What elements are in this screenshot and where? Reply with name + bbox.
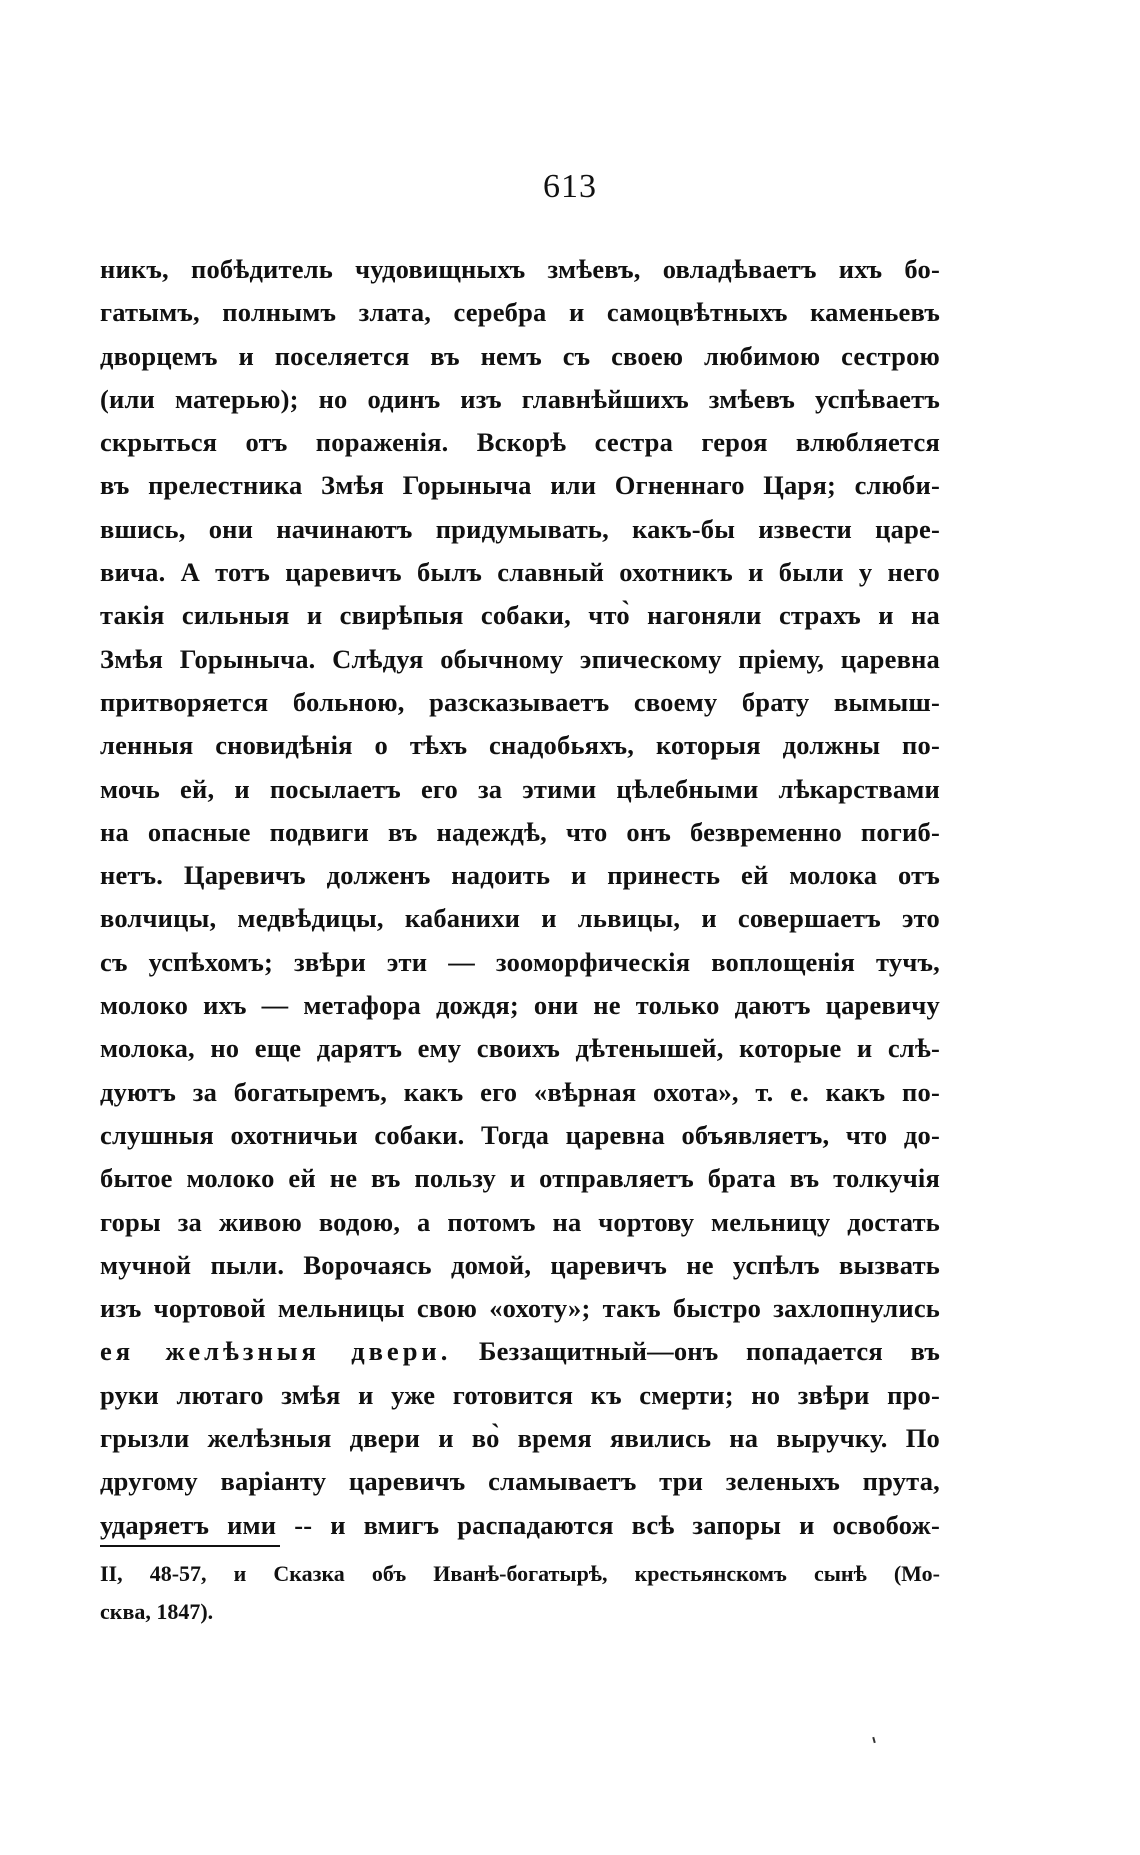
spaced-emphasis: ея желѣзныя двери.: [100, 1336, 452, 1367]
text-line: гатымъ, полнымъ злата, серебра и самоцвѣтныхъ каменьевъ: [100, 297, 940, 328]
footnote-line: сква, 1847).: [100, 1599, 214, 1624]
text-line: мучной пыли. Ворочаясь домой, царевичъ не успѣлъ вызвать: [100, 1249, 940, 1280]
text-line: съ успѣхомъ; звѣри эти — зооморфическія воплощенія тучъ,: [100, 946, 940, 977]
page-number: 613: [543, 168, 597, 205]
text-line: изъ чортовой мельницы свою «охоту»; такъ быстро захлопнулись: [100, 1293, 940, 1324]
footnote-rule: [100, 1545, 280, 1547]
text-line: въ прелестника Змѣя Горыныча или Огненнаго Царя; слюби-: [100, 470, 940, 501]
text-line: волчицы, медвѣдицы, кабанихи и львицы, и совершаетъ это: [100, 903, 940, 934]
text-line: молока, но еще дарятъ ему своихъ дѣтенышей, которые и слѣ-: [100, 1033, 940, 1064]
text-line: [100, 1330, 940, 1373]
text-line: притворяется больною, разсказываетъ своему брату вымыш-: [100, 686, 940, 717]
text-line: никъ, побѣдитель чудовищныхъ змѣевъ, овладѣваетъ ихъ бо-: [100, 254, 940, 284]
text-line: мочь ей, и посылаетъ его за этими цѣлебными лѣкарствами: [100, 773, 940, 804]
footnote: [100, 1555, 940, 1631]
text-line: ленныя сновидѣнія о тѣхъ снадобьяхъ, которыя должны по-: [100, 730, 940, 761]
text-line: грызли желѣзныя двери и во̀ время явились на выручку. По: [100, 1423, 940, 1454]
text-line-post: Беззащитный—онъ попадается въ: [451, 1336, 940, 1367]
text-line: ударяетъ ими -- и вмигъ распадаются всѣ запоры и освобож-: [100, 1509, 940, 1540]
text-line: молоко ихъ — метафора дождя; они не только даютъ царевичу: [100, 990, 940, 1021]
text-line: вшись, они начинаютъ придумывать, какъ-бы извести царе-: [100, 513, 940, 544]
text-line: бытое молоко ей не въ пользу и отправляетъ брата въ толкучія: [100, 1163, 940, 1194]
text-line: вича. А тотъ царевичъ былъ славный охотникъ и были у него: [100, 557, 940, 588]
text-line: горы за живою водою, а потомъ на чортову мельницу достать: [100, 1206, 940, 1237]
text-line: Змѣя Горыныча. Слѣдуя обычному эпическому пріему, царевна: [100, 643, 940, 674]
body-text: [100, 248, 940, 1547]
text-line: дворцемъ и поселяется въ немъ съ своею любимою сестрою: [100, 340, 940, 371]
text-line: скрыться отъ пораженія. Вскорѣ сестра героя влюбляется: [100, 427, 940, 458]
text-line: (или матерью); но одинъ изъ главнѣйшихъ змѣевъ успѣваетъ: [100, 383, 940, 414]
text-line: слушныя охотничьи собаки. Тогда царевна объявляетъ, что до-: [100, 1119, 940, 1150]
footnote-line: II, 48-57, и Сказка объ Иванѣ-богатырѣ, крестьянскомъ сынѣ (Мо-: [100, 1561, 940, 1586]
print-speck: [872, 1737, 875, 1743]
text-line: такія сильныя и свирѣпыя собаки, что̀ нагоняли страхъ и на: [100, 600, 940, 631]
text-line: руки лютаго змѣя и уже готовится къ смерти; но звѣри про-: [100, 1379, 940, 1410]
text-line: другому варіанту царевичъ сламываетъ три зеленыхъ прута,: [100, 1466, 940, 1497]
text-line: на опасные подвиги въ надеждѣ, что онъ безвременно погиб-: [100, 816, 940, 847]
text-line: нетъ. Царевичъ долженъ надоить и принесть ей молока отъ: [100, 860, 940, 891]
text-line: дуютъ за богатыремъ, какъ его «вѣрная охота», т. е. какъ по-: [100, 1076, 940, 1107]
